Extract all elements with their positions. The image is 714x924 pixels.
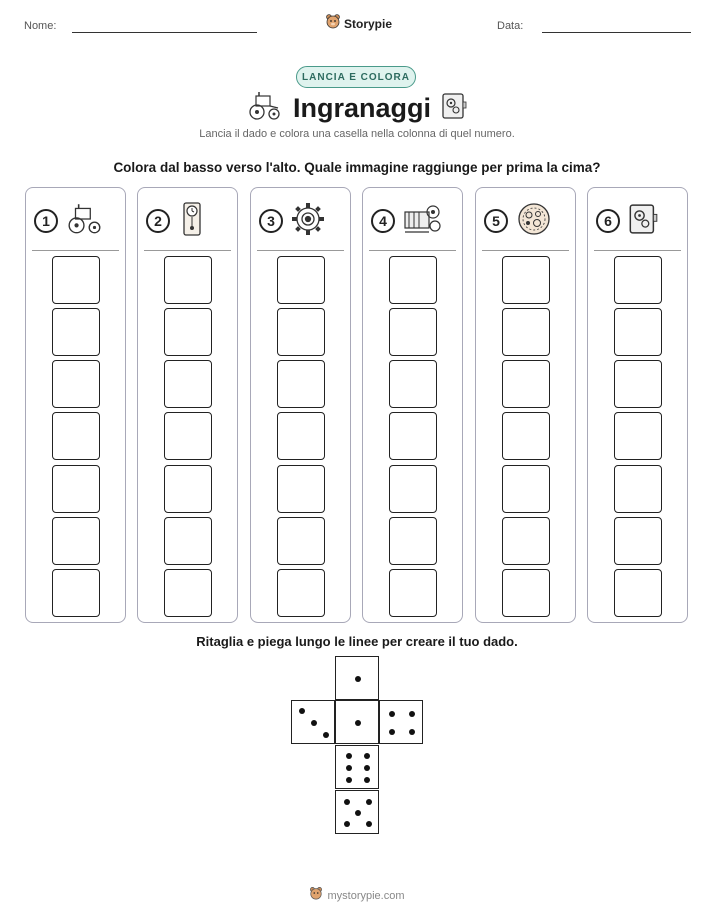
column-6 [587,187,688,623]
color-box[interactable] [52,517,100,565]
color-box[interactable] [614,517,662,565]
subtitle: Lancia il dado e colora una casella nella colonna di quel numero. [199,128,515,140]
die-pip [389,711,395,717]
column-3 [250,187,351,623]
name-label: Nome: [24,20,57,32]
color-box[interactable] [52,465,100,513]
instruction: Colora dal basso verso l'alto. Quale immagine raggiunge per prima la cima? [113,160,601,175]
column-number: 3 [259,209,283,233]
color-box[interactable] [277,308,325,356]
color-box[interactable] [614,308,662,356]
die-pip [346,777,352,783]
pizza-gears-icon [516,201,552,242]
die-face-4 [379,700,423,744]
column-header [371,202,454,240]
die-face-6 [335,745,379,789]
color-box[interactable] [277,569,325,617]
column-number: 5 [484,209,508,233]
color-box[interactable] [502,412,550,460]
die-pip [355,676,361,682]
color-box[interactable] [389,517,437,565]
column-header [484,202,567,240]
page-title: Ingranaggi [292,93,431,123]
brand-name: Storypie [344,16,393,31]
date-label: Data: [497,20,524,32]
color-box[interactable] [389,256,437,304]
die-pip [364,765,370,771]
color-box[interactable] [614,360,662,408]
column-divider [594,250,681,251]
die-pip [355,810,361,816]
die-pip [346,753,352,759]
gear-book-icon [628,202,658,241]
gear-book-icon [441,92,467,125]
gear-icon [291,202,325,241]
die-face-1 [335,700,379,744]
column-5 [475,187,576,623]
color-box[interactable] [614,465,662,513]
storypie-bear-icon [309,886,323,905]
die-pip [299,708,305,714]
color-box[interactable] [502,308,550,356]
die-pip [344,799,350,805]
color-box[interactable] [52,256,100,304]
column-number: 1 [34,209,58,233]
die-pip [364,777,370,783]
die-pip [364,753,370,759]
color-box[interactable] [502,256,550,304]
column-number: 6 [596,209,620,233]
color-box[interactable] [164,412,212,460]
die-pip [366,821,372,827]
column-header [34,202,117,240]
die-pip [409,729,415,735]
die-pip [344,821,350,827]
color-box[interactable] [164,517,212,565]
color-box[interactable] [277,412,325,460]
gear-machine-icon [403,202,443,241]
activity-badge: LANCIA E COLORA [296,66,416,88]
column-divider [32,250,119,251]
die-pip [366,799,372,805]
color-box[interactable] [389,308,437,356]
date-line [542,32,691,33]
color-box[interactable] [277,360,325,408]
steam-tractor-icon [247,92,283,125]
brand-logo [325,13,392,34]
cut-instruction: Ritaglia e piega lungo le linee per creare il tuo dado. [196,634,518,649]
footer [0,886,714,905]
die-pip [355,720,361,726]
color-box[interactable] [164,360,212,408]
column-divider [144,250,231,251]
die-pip [323,732,329,738]
color-box[interactable] [502,569,550,617]
color-box[interactable] [389,465,437,513]
color-box[interactable] [614,412,662,460]
color-box[interactable] [389,569,437,617]
color-box[interactable] [52,360,100,408]
column-header [259,202,342,240]
color-box[interactable] [277,465,325,513]
die-pip [389,729,395,735]
color-box[interactable] [502,517,550,565]
color-box[interactable] [614,256,662,304]
color-box[interactable] [164,569,212,617]
color-box[interactable] [502,360,550,408]
die-face-1 [335,656,379,700]
column-number: 2 [146,209,170,233]
storypie-bear-icon [325,13,341,34]
footer-url: mystorypie.com [327,889,405,902]
die-face-3 [291,700,335,744]
column-divider [369,250,456,251]
die-pip [409,711,415,717]
color-box[interactable] [614,569,662,617]
die-pip [311,720,317,726]
column-2 [137,187,238,623]
column-header [146,202,229,240]
name-line [72,32,257,33]
column-divider [482,250,569,251]
color-box[interactable] [164,308,212,356]
color-box[interactable] [502,465,550,513]
die-pip [346,765,352,771]
color-box[interactable] [389,412,437,460]
color-box[interactable] [277,256,325,304]
column-1 [25,187,126,623]
die-face-5 [335,790,379,834]
steam-tractor-icon [66,203,104,240]
column-4 [362,187,463,623]
color-box[interactable] [164,256,212,304]
color-box[interactable] [52,308,100,356]
color-box[interactable] [277,517,325,565]
column-number: 4 [371,209,395,233]
color-box[interactable] [52,569,100,617]
grandfather-clock-icon [178,201,206,242]
color-box[interactable] [389,360,437,408]
column-divider [257,250,344,251]
color-box[interactable] [164,465,212,513]
title-row [0,92,714,125]
color-box[interactable] [52,412,100,460]
column-header [596,202,679,240]
